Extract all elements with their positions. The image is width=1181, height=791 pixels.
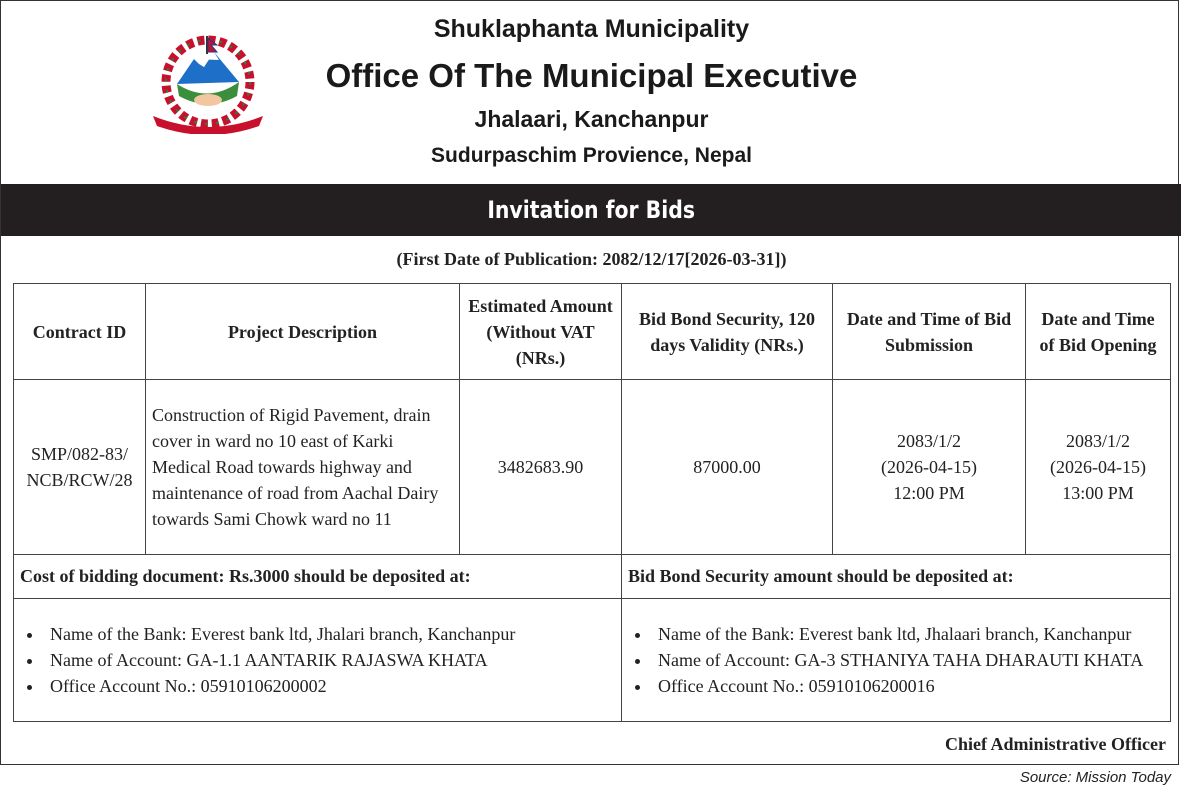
submission-time: 12:00 PM bbox=[893, 483, 965, 503]
opening-date-ad: (2026-04-15) bbox=[1050, 457, 1146, 477]
publication-date: (First Date of Publication: 2082/12/17[2026-03-31]) bbox=[396, 249, 787, 269]
office-name: Office Of The Municipal Executive bbox=[325, 57, 858, 94]
submission-date-bs: 2083/1/2 bbox=[896, 431, 961, 451]
bond-heading: Bid Bond Security amount should be deposited at: bbox=[622, 555, 1171, 599]
list-item: • Office Account No.: 05910106200016 bbox=[652, 673, 1164, 699]
bids-table bbox=[13, 283, 1171, 722]
table-header-row bbox=[14, 284, 1171, 380]
cost-details bbox=[14, 599, 622, 722]
list-item: • Office Account No.: 05910106200002 bbox=[44, 673, 615, 699]
header bbox=[1, 1, 1178, 184]
list-item: • Name of the Bank: Everest bank ltd, Jhalari branch, Kanchanpur bbox=[44, 621, 615, 647]
column-header: Contract ID bbox=[14, 284, 146, 380]
list-item: • Name of Account: GA-3 STHANIYA TAHA DHARAUTI KHATA bbox=[652, 647, 1164, 673]
deposit-heading-row bbox=[14, 555, 1171, 599]
table-row bbox=[14, 380, 1171, 555]
page-title: Invitation for Bids bbox=[487, 196, 696, 224]
cost-heading: Cost of bidding document: Rs.3000 should be deposited at: bbox=[14, 555, 622, 599]
bid-bond: 87000.00 bbox=[622, 380, 833, 555]
column-header: Bid Bond Security, 120 days Validity (NRs.) bbox=[622, 284, 833, 380]
column-header: Date and Time of Bid Submission bbox=[833, 284, 1026, 380]
province: Sudurpaschim Provience, Nepal bbox=[431, 144, 752, 167]
deposit-details-row bbox=[14, 599, 1171, 722]
bond-details bbox=[622, 599, 1171, 722]
column-header: Estimated Amount (Without VAT (NRs.) bbox=[460, 284, 622, 380]
submission-datetime bbox=[833, 380, 1026, 555]
opening-date-bs: 2083/1/2 bbox=[1065, 431, 1130, 451]
title-band bbox=[1, 184, 1181, 236]
project-description: Construction of Rigid Pavement, drain cover in ward no 10 east of Karki Medical Road towards highway and maintenance of road from Aachal Dairy towards Sami Chowk ward no 11 bbox=[146, 380, 460, 555]
opening-datetime bbox=[1026, 380, 1171, 555]
list-item: • Name of Account: GA-1.1 AANTARIK RAJASWA KHATA bbox=[44, 647, 615, 673]
address: Jhalaari, Kanchanpur bbox=[474, 106, 709, 132]
municipality-name: Shuklaphanta Municipality bbox=[433, 15, 750, 43]
column-header: Project Description bbox=[146, 284, 460, 380]
opening-time: 13:00 PM bbox=[1062, 483, 1134, 503]
signatory: Chief Administrative Officer bbox=[945, 734, 1166, 754]
list-item: • Name of the Bank: Everest bank ltd, Jhalaari branch, Kanchanpur bbox=[652, 621, 1164, 647]
source-credit: Source: Mission Today bbox=[1019, 769, 1171, 786]
column-header: Date and Time of Bid Opening bbox=[1026, 284, 1171, 380]
submission-date-ad: (2026-04-15) bbox=[881, 457, 977, 477]
estimated-amount: 3482683.90 bbox=[460, 380, 622, 555]
contract-id: SMP/082-83/ NCB/RCW/28 bbox=[14, 380, 146, 555]
